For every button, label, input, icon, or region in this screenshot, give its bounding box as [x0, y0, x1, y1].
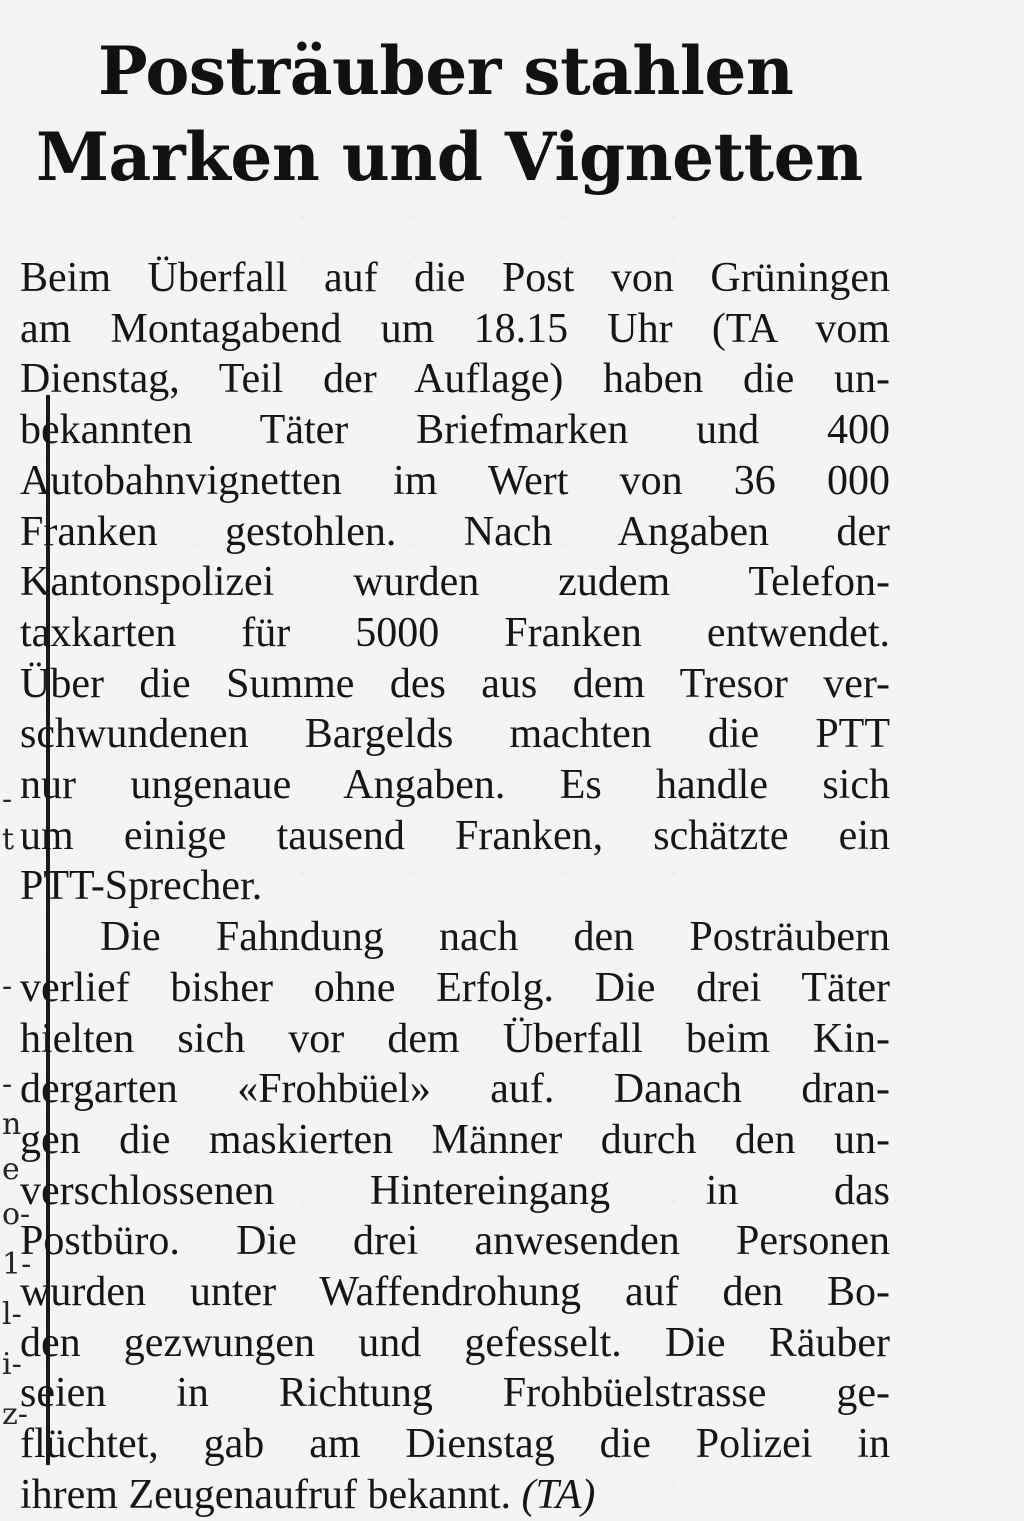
- body-line: PTT-Sprecher.: [20, 863, 263, 910]
- fragment: o-: [2, 1197, 31, 1232]
- body-line: Kantonspolizei wurden zudem Telefon-: [20, 559, 890, 606]
- body-line-final: [20, 1470, 890, 1521]
- fragment: -: [2, 969, 13, 1004]
- body-line: den gezwungen und gefesselt. Die Räuber: [20, 1319, 890, 1366]
- paragraph-1: [20, 253, 890, 912]
- body-line: hielten sich vor dem Überfall beim Kin-: [20, 1015, 890, 1062]
- fragment: -: [2, 782, 13, 817]
- headline: [30, 28, 880, 200]
- body-line: Beim Überfall auf die Post von Grüningen: [20, 255, 890, 301]
- body-line: Dienstag, Teil der Auflage) haben die un-: [20, 356, 890, 403]
- fragment: n: [2, 1107, 22, 1142]
- body-line: um einige tausend Franken, schätzte ein: [20, 812, 890, 859]
- paragraph-2: [20, 912, 890, 1520]
- author-signature: (TA): [521, 1471, 596, 1518]
- body-line: Autobahnvignetten im Wert von 36 000: [20, 457, 890, 504]
- body-line: wurden unter Waffendrohung auf den Bo-: [20, 1269, 890, 1316]
- body-line: Postbüro. Die drei anwesenden Personen: [20, 1218, 890, 1265]
- body-line: seien in Richtung Frohbüelstrasse ge-: [20, 1370, 890, 1417]
- fragment: -: [2, 1067, 13, 1102]
- headline-line-1: Posträuber stahlen: [98, 32, 794, 110]
- article-body: [20, 253, 890, 1521]
- body-line-text: ihrem Zeugenaufruf bekannt.: [20, 1471, 511, 1518]
- fragment: 1-: [2, 1247, 32, 1282]
- body-line: flüchtet, gab am Dienstag die Polizei in: [20, 1421, 890, 1468]
- body-line: taxkarten für 5000 Franken entwendet.: [20, 609, 890, 656]
- headline-line-2: Marken und Vignetten: [36, 118, 863, 196]
- body-line: schwundenen Bargelds machten die PTT: [20, 711, 890, 758]
- body-line: gen die maskierten Männer durch den un-: [20, 1116, 890, 1163]
- body-line: verschlossenen Hintereingang in das: [20, 1167, 890, 1214]
- body-line: Die Fahndung nach den Posträubern: [100, 914, 890, 961]
- body-line: dergarten «Frohbüel» auf. Danach dran-: [20, 1066, 890, 1113]
- body-line: Über die Summe des aus dem Tresor ver-: [20, 660, 890, 707]
- fragment: l-: [2, 1297, 22, 1332]
- body-line: bekannten Täter Briefmarken und 400: [20, 407, 890, 454]
- fragment: t: [2, 822, 15, 857]
- body-line: Franken gestohlen. Nach Angaben der: [20, 508, 890, 555]
- body-line: verlief bisher ohne Erfolg. Die drei Täter: [20, 964, 890, 1011]
- fragment: e: [2, 1152, 20, 1187]
- fragment: i-: [2, 1347, 22, 1382]
- fragment: z-: [2, 1397, 28, 1432]
- body-line: am Montagabend um 18.15 Uhr (TA vom: [20, 305, 890, 352]
- body-line: nur ungenaue Angaben. Es handle sich: [20, 762, 890, 809]
